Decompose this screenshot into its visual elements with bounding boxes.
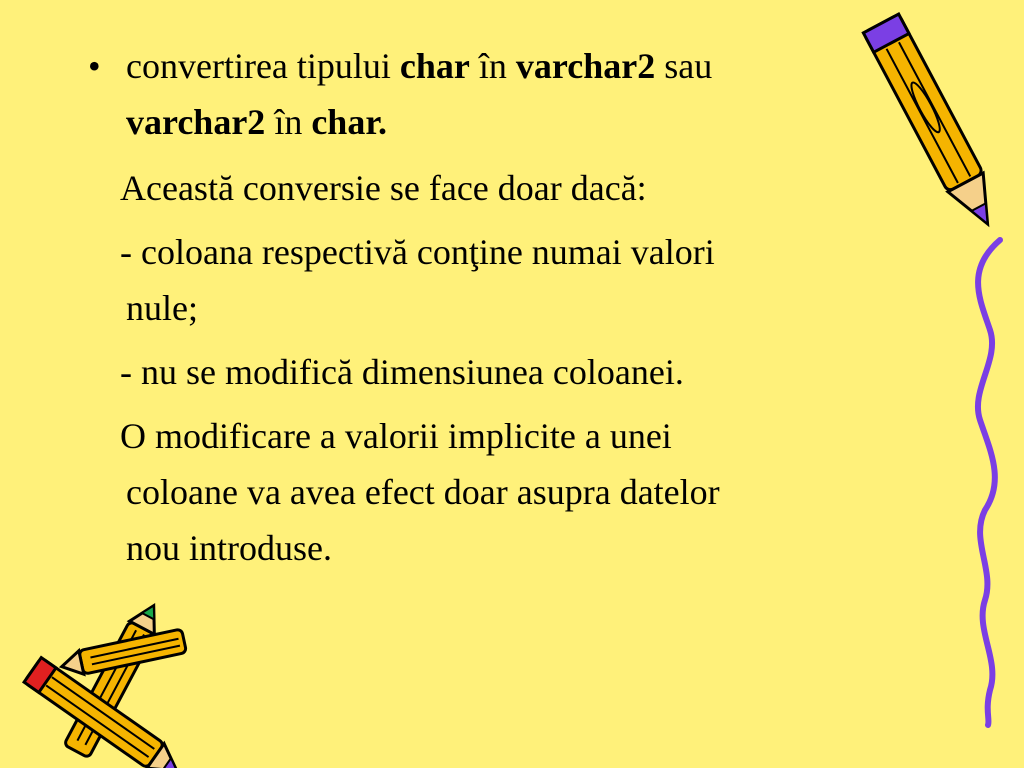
bullet-line-2 <box>126 102 387 142</box>
bold-keyword: char. <box>311 102 388 142</box>
paragraph-2-line-2: coloane va avea efect doar asupra datelor <box>126 472 720 512</box>
item-2: - nu se modifică dimensiunea coloanei. <box>120 352 684 392</box>
item-1-line-1: - coloana respectivă conţine numai valori <box>120 232 715 272</box>
bold-keyword: varchar2 <box>515 46 656 86</box>
item-1-line-2: nule; <box>126 288 198 328</box>
bold-keyword: varchar2 <box>126 102 266 142</box>
text-run: sau <box>655 46 713 86</box>
bold-keyword: char <box>399 46 470 86</box>
text-run: în <box>265 102 312 142</box>
text-run: în <box>469 46 516 86</box>
paragraph-2-line-1: O modificare a valorii implicite a unei <box>120 416 672 456</box>
text-run: convertirea tipului <box>126 46 400 86</box>
bullet-line-1 <box>126 46 712 86</box>
paragraph-1: Această conversie se face doar dacă: <box>120 168 647 208</box>
paragraph-2-line-3: nou introduse. <box>126 528 332 568</box>
bullet-marker: • <box>88 46 101 86</box>
